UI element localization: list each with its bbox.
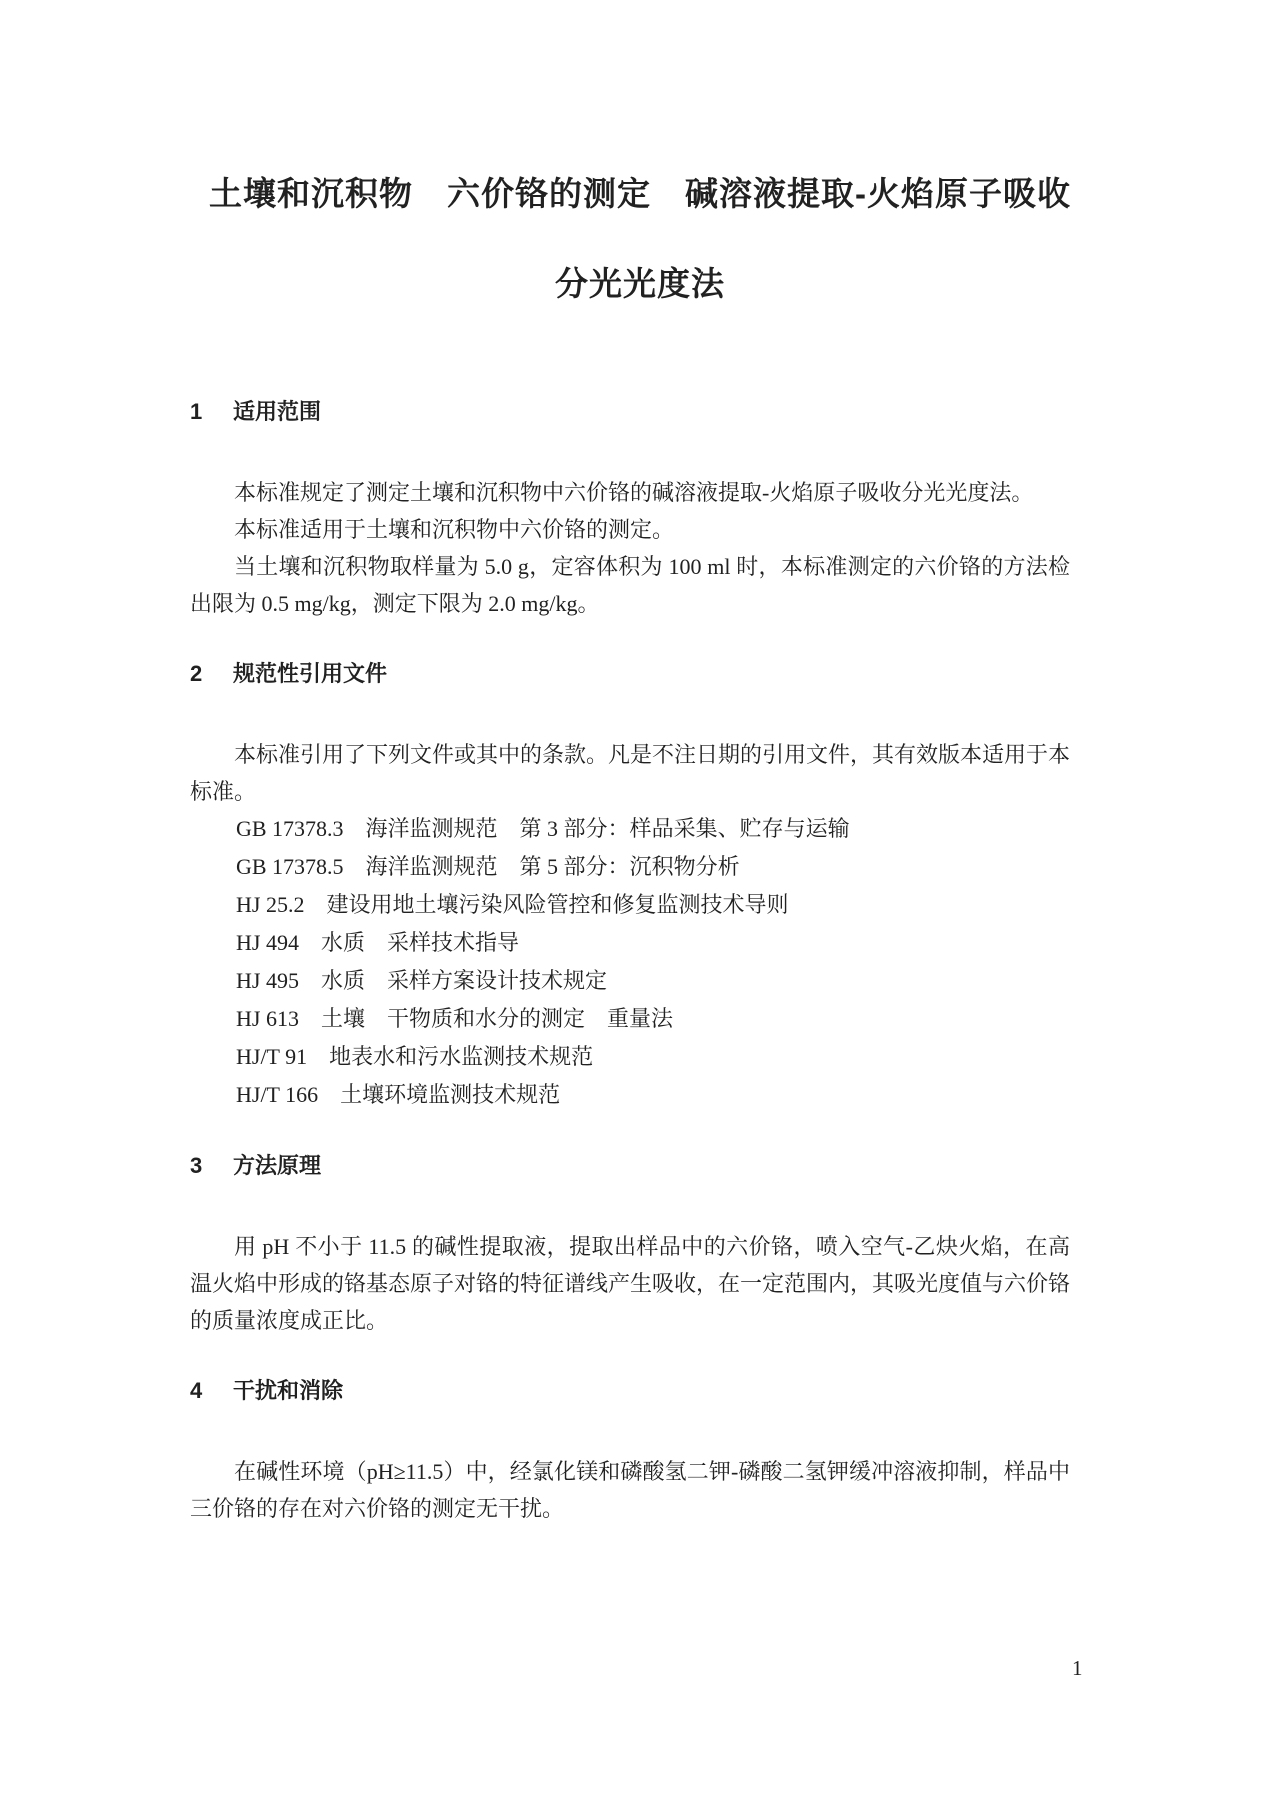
reference-item: HJ 495 水质 采样方案设计技术规定 (236, 968, 607, 993)
section-heading-label: 干扰和消除 (233, 1378, 344, 1403)
paragraph: 当土壤和沉积物取样量为 5.0 g，定容体积为 100 ml 时，本标准测定的六价铬的方法检出限为 0.5 mg/kg，测定下限为 2.0 mg/kg。 (190, 554, 1070, 616)
section-number: 1 (190, 399, 203, 424)
section-interference-elimination (190, 1377, 1070, 1527)
reference-item: GB 17378.3 海洋监测规范 第 3 部分：样品采集、贮存与运输 (236, 816, 850, 841)
page-number: 1 (1072, 1656, 1083, 1680)
section-heading-label: 适用范围 (233, 399, 322, 424)
reference-item: HJ 494 水质 采样技术指导 (236, 930, 519, 955)
paragraph: 用 pH 不小于 11.5 的碱性提取液，提取出样品中的六价铬，喷入空气-乙炔火焰，在高温火焰中形成的铬基态原子对铬的特征谱线产生吸收，在一定范围内，其吸光度值与六价铬的质量浓度成正比。 (190, 1234, 1071, 1333)
section-number: 2 (190, 661, 203, 686)
section-heading (190, 1377, 1070, 1405)
section-heading-label: 规范性引用文件 (233, 661, 388, 686)
reference-item: HJ 25.2 建设用地土壤污染风险管控和修复监测技术导则 (236, 892, 789, 917)
paragraph: 本标准规定了测定土壤和沉积物中六价铬的碱溶液提取-火焰原子吸收分光光度法。 (234, 480, 1034, 505)
reference-item: HJ/T 166 土壤环境监测技术规范 (236, 1082, 561, 1107)
section-heading (190, 1152, 1070, 1180)
section-normative-references (190, 660, 1070, 1114)
reference-item: HJ/T 91 地表水和污水监测技术规范 (236, 1044, 594, 1069)
references-list (190, 810, 1070, 1114)
document-body (190, 306, 1070, 1527)
section-scope (190, 398, 1070, 622)
section-number: 4 (190, 1378, 203, 1403)
section-method-principle (190, 1152, 1070, 1339)
paragraph: 在碱性环境（pH≥11.5）中，经氯化镁和磷酸氢二钾-磷酸二氢钾缓冲溶液抑制，样品中三价铬的存在对六价铬的测定无干扰。 (190, 1459, 1070, 1521)
paragraph: 本标准引用了下列文件或其中的条款。凡是不注日期的引用文件，其有效版本适用于本标准。 (190, 742, 1071, 804)
document-title-line-1: 土壤和沉积物 六价铬的测定 碱溶液提取-火焰原子吸收 (209, 175, 1071, 212)
document-title-line-2: 分光光度法 (555, 265, 725, 302)
paragraph: 本标准适用于土壤和沉积物中六价铬的测定。 (234, 517, 675, 542)
section-heading-label: 方法原理 (233, 1153, 322, 1178)
section-heading (190, 660, 1070, 688)
section-number: 3 (190, 1153, 203, 1178)
reference-item: GB 17378.5 海洋监测规范 第 5 部分：沉积物分析 (236, 854, 740, 879)
section-heading (190, 398, 1070, 426)
reference-item: HJ 613 土壤 干物质和水分的测定 重量法 (236, 1006, 673, 1031)
document-title (0, 172, 1280, 306)
